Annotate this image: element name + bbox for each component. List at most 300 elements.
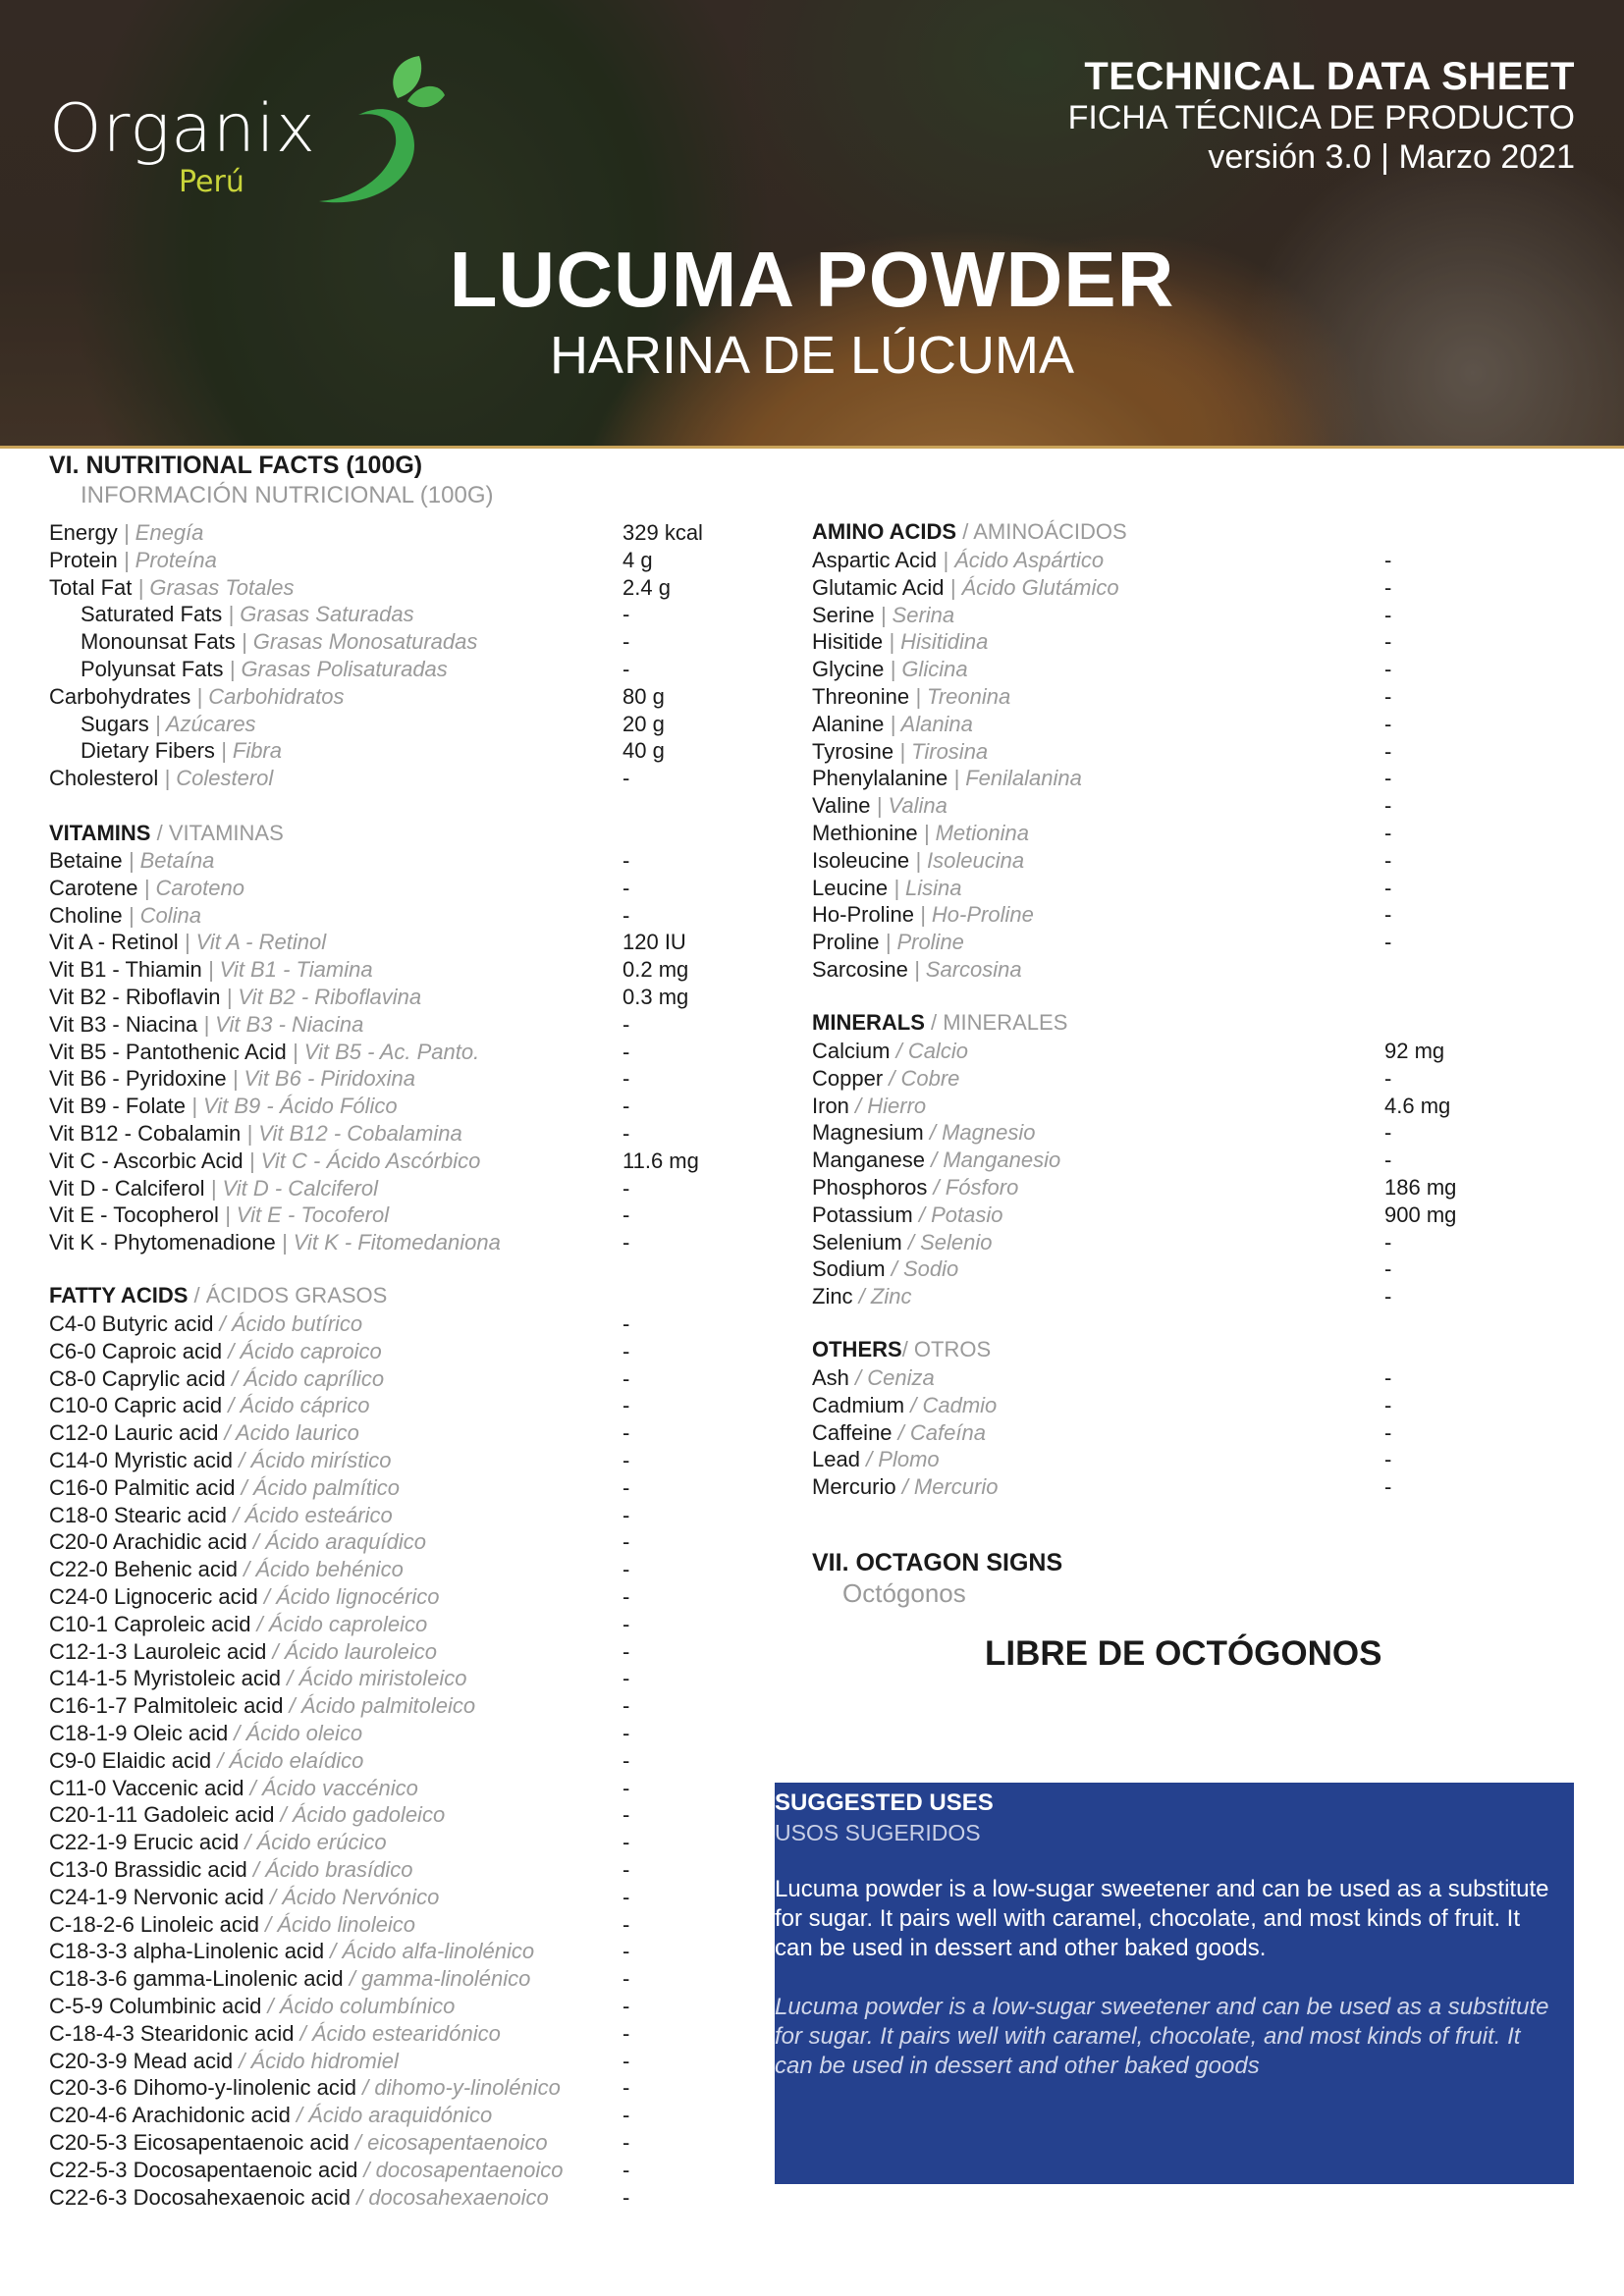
amino-acids-heading: AMINO ACIDS / AMINOÁCIDOS (812, 519, 1127, 544)
list-item (49, 1884, 630, 1911)
item-label: Isoleucine (812, 847, 910, 873)
item-value: - (623, 1966, 630, 1992)
item-label: C18-1-9 Oleic acid (49, 1720, 229, 1745)
item-name (49, 1230, 501, 1255)
item-value: - (1384, 875, 1392, 900)
item-label: Vit B2 - Riboflavin (49, 984, 221, 1009)
item-value: - (623, 1884, 630, 1909)
separator: / (233, 1447, 251, 1472)
item-name (812, 575, 1119, 600)
item-name (49, 1612, 427, 1636)
item-label: Threonine (812, 683, 910, 709)
item-label-es: Ácido palmítico (252, 1474, 401, 1500)
separator: / (259, 1911, 278, 1937)
suggested-uses-box (775, 1783, 1574, 2184)
item-label-es: Acido laurico (235, 1420, 359, 1446)
item-value: - (623, 1311, 630, 1336)
list-item (49, 1502, 630, 1529)
item-name (812, 739, 988, 764)
item-name (812, 930, 964, 954)
list-item (49, 1665, 630, 1692)
item-label: Vit B1 - Thiamin (49, 957, 202, 983)
item-label-es: Plomo (878, 1447, 940, 1472)
list-item (812, 1038, 1445, 1065)
item-label-es: Caroteno (155, 875, 244, 900)
header-banner (0, 0, 1624, 449)
item-value: - (1384, 847, 1392, 873)
item-label: C20-3-9 Mead acid (49, 2048, 234, 2073)
item-label: Glutamic Acid (812, 574, 945, 600)
item-name (49, 1094, 398, 1118)
separator: / (927, 1174, 946, 1200)
item-name (49, 1830, 387, 1854)
item-label: Glycine (812, 657, 885, 682)
item-label: C11-0 Vaccenic acid (49, 1775, 244, 1800)
item-label: Betaine (49, 848, 123, 873)
item-label: Choline (49, 902, 123, 928)
item-name (49, 575, 294, 600)
list-item (49, 1148, 699, 1175)
item-label-es: Ácido araquídico (265, 1529, 427, 1555)
item-label: Lead (812, 1447, 860, 1472)
separator: / (912, 1201, 932, 1227)
item-value: - (1384, 766, 1392, 791)
separator: / (257, 1583, 277, 1609)
item-value: 4 g (623, 547, 653, 572)
item-label-es: Vit B1 - Tiamina (219, 957, 373, 983)
item-label-es: Ácido lauroleico (284, 1638, 437, 1664)
item-name (812, 1284, 911, 1308)
item-value: - (1384, 1065, 1392, 1091)
item-name (49, 548, 217, 572)
item-name (812, 1120, 1035, 1145)
item-name (49, 1339, 382, 1363)
item-name (49, 1393, 370, 1417)
item-label-es: Ácido vaccénico (261, 1775, 418, 1800)
item-label-es: Proline (896, 930, 964, 955)
separator: / (357, 2157, 376, 2182)
item-label-es: Ácido esteárico (244, 1502, 393, 1527)
item-label-es: Vit B12 - Cobalamina (258, 1120, 462, 1146)
item-value: - (623, 1939, 630, 1964)
item-label-es: Carbohidratos (208, 683, 345, 709)
item-value: - (1384, 548, 1392, 572)
item-label-es: Valina (888, 793, 947, 819)
item-name (49, 629, 477, 654)
item-label: Sodium (812, 1256, 886, 1282)
item-label-es: Ácido gadoleico (292, 1802, 446, 1828)
item-label: C14-0 Myristic acid (49, 1447, 234, 1472)
item-label-es: Grasas Monosaturadas (252, 629, 478, 655)
list-item (49, 2048, 630, 2075)
list-item (49, 656, 630, 683)
item-name (49, 2021, 501, 2046)
item-label: Vit B9 - Folate (49, 1094, 186, 1119)
list-item (49, 574, 671, 602)
list-item (812, 929, 1392, 956)
item-value: 0.3 mg (623, 984, 689, 1009)
item-label-es: Ceniza (867, 1365, 935, 1390)
item-label: C20-0 Arachidic acid (49, 1529, 247, 1555)
item-name (49, 2049, 399, 2073)
item-label-es: Vit B9 - Ácido Fólico (202, 1094, 398, 1119)
item-label: Vit B3 - Niacina (49, 1011, 198, 1037)
separator: / (885, 1256, 903, 1282)
separator: | (204, 1175, 223, 1201)
item-name (812, 603, 954, 627)
item-name (49, 985, 421, 1009)
item-label: C16-0 Palmitic acid (49, 1474, 236, 1500)
item-label: Valine (812, 793, 871, 819)
separator: / (294, 2020, 312, 2046)
item-label-es: Fibra (232, 738, 282, 764)
item-name (812, 1148, 1060, 1172)
item-value: - (623, 1856, 630, 1882)
item-label-es: Ácido hidromiel (250, 2048, 399, 2073)
separator: | (117, 520, 135, 545)
list-item (49, 847, 630, 875)
item-value: - (623, 1993, 630, 2018)
list-item (49, 1175, 630, 1202)
item-label: Sarcosine (812, 956, 908, 982)
separator: | (917, 820, 936, 845)
item-label-es: Vit B5 - Ac. Panto. (303, 1039, 480, 1064)
item-value: - (623, 1393, 630, 1418)
item-name (812, 1420, 986, 1445)
separator: | (884, 711, 901, 736)
separator: | (223, 656, 242, 681)
item-label-es: Serina (892, 602, 955, 627)
item-value: - (623, 1175, 630, 1201)
item-value: 20 g (623, 711, 665, 736)
item-value: 40 g (623, 738, 665, 764)
item-value: 186 mg (1384, 1174, 1457, 1200)
item-value: - (1384, 902, 1392, 928)
separator: / (350, 2184, 369, 2210)
item-value: 92 mg (1384, 1039, 1445, 1063)
product-title: LUCUMA POWDER (449, 236, 1175, 323)
item-name (49, 1420, 359, 1445)
item-label: Copper (812, 1065, 884, 1091)
item-label-es: Manganesio (943, 1148, 1061, 1173)
list-item (49, 2074, 630, 2102)
item-label: C18-3-6 gamma-Linolenic acid (49, 1966, 344, 1992)
item-value: - (1384, 1284, 1392, 1309)
item-label-es: Grasas Saturadas (240, 602, 414, 627)
item-label-es: Ácido palmitoleico (300, 1693, 476, 1719)
item-label-es: Ho-Proline (931, 902, 1034, 928)
item-label-es: Magnesio (942, 1120, 1036, 1146)
item-value: - (1384, 1474, 1392, 1500)
item-value: - (1384, 1447, 1392, 1472)
item-label: Carbohydrates (49, 683, 191, 709)
item-value: - (623, 2157, 630, 2182)
separator: / (848, 1365, 868, 1390)
item-name (812, 1474, 999, 1499)
item-value: - (1384, 602, 1392, 627)
separator: / (324, 1939, 343, 1964)
item-value: - (1384, 820, 1392, 845)
item-label: Cholesterol (49, 766, 159, 791)
separator: | (913, 902, 932, 928)
separator: | (214, 738, 233, 764)
item-label-es: Grasas Totales (149, 574, 295, 600)
item-name (812, 766, 1082, 790)
list-item (812, 1174, 1457, 1201)
list-item (49, 711, 665, 738)
item-label: Phenylalanine (812, 766, 948, 791)
item-label: Hisitide (812, 629, 884, 655)
list-item (812, 1147, 1392, 1174)
item-value: - (623, 1447, 630, 1472)
item-name (49, 1912, 415, 1937)
separator: / (280, 1666, 299, 1691)
list-item (49, 1801, 630, 1829)
item-value: - (623, 848, 630, 873)
list-item (49, 519, 703, 547)
list-item (49, 1093, 630, 1120)
item-label: Vit K - Phytomenadione (49, 1230, 276, 1255)
list-item (812, 602, 1392, 629)
separator: | (186, 1094, 203, 1119)
separator: | (218, 1202, 237, 1228)
item-value: - (1384, 657, 1392, 682)
list-item (49, 1419, 630, 1447)
list-item (49, 765, 630, 792)
list-item (49, 1528, 630, 1556)
item-value: 0.2 mg (623, 957, 689, 983)
item-label-es: dihomo-y-linolénico (374, 2075, 561, 2101)
item-label-es: Ácido miristoleico (298, 1666, 467, 1691)
item-label: Vit B5 - Pantothenic Acid (49, 1039, 287, 1064)
separator: | (222, 602, 241, 627)
amino-acids-list (812, 547, 1392, 984)
item-label: Vit C - Ascorbic Acid (49, 1148, 244, 1173)
separator: | (893, 738, 912, 764)
list-item (49, 1011, 630, 1039)
item-label: C9-0 Elaidic acid (49, 1747, 212, 1773)
list-item (49, 1692, 630, 1720)
item-label-es: Ácido Nervónico (282, 1884, 440, 1909)
item-label-es: Ácido Glutámico (961, 574, 1119, 600)
item-label: C22-5-3 Docosapentaenoic acid (49, 2157, 358, 2182)
list-item (49, 929, 686, 956)
item-label-es: Betaína (139, 848, 215, 873)
separator: / (250, 1611, 269, 1636)
separator: / (356, 2075, 375, 2101)
separator: / (246, 1529, 266, 1555)
separator: | (944, 574, 962, 600)
separator: | (148, 711, 166, 736)
item-label: C16-1-7 Palmitoleic acid (49, 1693, 284, 1719)
item-label-es: Potasio (931, 1201, 1003, 1227)
separator: | (909, 683, 928, 709)
list-item (49, 1392, 630, 1419)
item-label: Vit E - Tocopherol (49, 1202, 219, 1228)
item-label-es: Ácido columbínico (279, 1993, 456, 2018)
item-label: Polyunsat Fats (81, 656, 224, 681)
item-label-es: Sarcosina (925, 956, 1022, 982)
item-label-es: Ácido Aspártico (954, 548, 1105, 572)
item-name (812, 902, 1034, 927)
list-item (49, 1201, 630, 1229)
item-label-es: Proteína (135, 547, 217, 572)
doc-type-es: FICHA TÉCNICA DE PRODUCTO (1067, 99, 1575, 136)
list-item (49, 1310, 630, 1338)
item-label: Leucine (812, 875, 889, 900)
list-item (49, 2157, 630, 2184)
octagon-subtitle: Octógonos (842, 1578, 966, 1608)
item-label-es: Vit K - Fitomedaniona (293, 1230, 501, 1255)
list-item (49, 902, 630, 930)
item-name (812, 1393, 997, 1417)
nutrition-title: VI. NUTRITIONAL FACTS (100G) (49, 452, 423, 479)
item-label-es: Sodio (902, 1256, 959, 1282)
item-label: C18-3-3 alpha-Linolenic acid (49, 1939, 325, 1964)
item-name (49, 1857, 413, 1882)
item-label: C20-4-6 Arachidonic acid (49, 2103, 291, 2128)
item-name (49, 1529, 426, 1554)
item-label: Ho-Proline (812, 902, 914, 928)
item-name (812, 1175, 1018, 1200)
item-value: - (623, 1365, 630, 1391)
separator: / (225, 1365, 244, 1391)
item-value: 329 kcal (623, 520, 703, 545)
separator: / (892, 1419, 910, 1445)
separator: / (895, 1474, 914, 1500)
item-name (49, 1012, 363, 1037)
item-label: C8-0 Caprylic acid (49, 1365, 226, 1391)
separator: / (901, 1229, 921, 1255)
item-label-es: Vit D - Calciferol (222, 1175, 379, 1201)
list-item (812, 1229, 1392, 1256)
list-item (49, 1993, 630, 2020)
octagon-title: VII. OCTAGON SIGNS (812, 1549, 1063, 1576)
item-value: - (623, 1474, 630, 1500)
item-value: 80 g (623, 683, 665, 709)
list-item (49, 1065, 630, 1093)
item-name (812, 548, 1104, 572)
list-item (49, 1229, 630, 1256)
separator: / (235, 1474, 253, 1500)
separator: | (888, 875, 906, 900)
separator: | (909, 847, 928, 873)
list-item (812, 820, 1392, 847)
item-value: - (623, 629, 630, 655)
item-name (49, 2103, 492, 2127)
item-label-es: gamma-linolénico (360, 1966, 531, 1992)
separator: | (879, 930, 897, 955)
separator: | (122, 902, 140, 928)
item-name (49, 930, 326, 954)
item-label-es: Ácido alfa-linolénico (342, 1939, 535, 1964)
fatty-acids-heading: FATTY ACIDS / ÁCIDOS GRASOS (49, 1283, 388, 1308)
item-value: - (623, 1583, 630, 1609)
item-name (812, 657, 968, 681)
list-item (812, 1093, 1451, 1120)
list-item (49, 1556, 630, 1583)
list-item (49, 1911, 630, 1939)
item-label-es: Ácido elaídico (229, 1747, 364, 1773)
list-item (49, 1775, 630, 1802)
item-value: - (623, 1230, 630, 1255)
item-value: - (623, 1666, 630, 1691)
item-name (49, 712, 256, 736)
item-name (49, 1448, 391, 1472)
item-label: Manganese (812, 1148, 925, 1173)
list-item (812, 1473, 1392, 1501)
item-value: 2.4 g (623, 574, 671, 600)
item-label-es: Vit A - Retinol (195, 930, 327, 955)
item-name (49, 1748, 363, 1773)
list-item (49, 2102, 630, 2129)
list-item (812, 1283, 1392, 1310)
nutrition-list (49, 519, 703, 792)
item-label: Mercurio (812, 1474, 896, 1500)
item-label: C20-1-11 Gadoleic acid (49, 1802, 275, 1828)
separator: / (246, 1856, 266, 1882)
item-label-es: Zinc (870, 1284, 912, 1309)
item-label: C12-1-3 Lauroleic acid (49, 1638, 267, 1664)
item-value: - (623, 2129, 630, 2155)
item-value: - (623, 2103, 630, 2128)
item-label: Saturated Fats (81, 602, 223, 627)
separator: / (290, 2103, 309, 2128)
separator: | (117, 547, 135, 572)
separator: / (923, 1120, 943, 1146)
separator: | (241, 1120, 259, 1146)
item-label-es: Ácido caproico (240, 1338, 382, 1363)
separator: / (904, 1392, 923, 1417)
item-label-es: Tirosina (911, 738, 989, 764)
minerals-heading: MINERALS / MINERALES (812, 1010, 1068, 1035)
item-label-es: Cadmio (922, 1392, 998, 1417)
item-label-es: Ácido araquidónico (308, 2103, 493, 2128)
item-name (49, 1366, 384, 1391)
item-label-es: Vit C - Ácido Ascórbico (260, 1148, 481, 1173)
item-label-es: Cobre (900, 1065, 960, 1091)
item-name (812, 712, 973, 736)
separator: | (884, 657, 902, 682)
item-value: - (623, 1039, 630, 1064)
item-label: Methionine (812, 820, 918, 845)
item-name (812, 848, 1024, 873)
item-label: C14-1-5 Myristoleic acid (49, 1666, 281, 1691)
item-label-es: Ácido caprílico (244, 1365, 385, 1391)
item-label: C6-0 Caproic acid (49, 1338, 223, 1363)
item-label: Magnesium (812, 1120, 924, 1146)
list-item (49, 547, 653, 574)
item-name (49, 1776, 418, 1800)
item-name (49, 738, 282, 763)
item-label: C22-0 Behenic acid (49, 1557, 239, 1582)
item-label: Serine (812, 602, 875, 627)
item-value: - (623, 1202, 630, 1228)
item-label: Monounsat Fats (81, 629, 236, 655)
item-value: - (1384, 930, 1392, 955)
separator: / (343, 1966, 361, 1992)
separator: / (218, 1420, 236, 1446)
item-label: Total Fat (49, 574, 133, 600)
list-item (812, 628, 1392, 656)
separator: | (190, 683, 209, 709)
item-label: C4-0 Butyric acid (49, 1311, 214, 1336)
list-item (49, 683, 665, 711)
item-label: Energy (49, 520, 118, 545)
item-label-es: Ácido oleico (245, 1720, 363, 1745)
item-label-es: Calcio (907, 1039, 968, 1063)
item-name (812, 1039, 968, 1063)
